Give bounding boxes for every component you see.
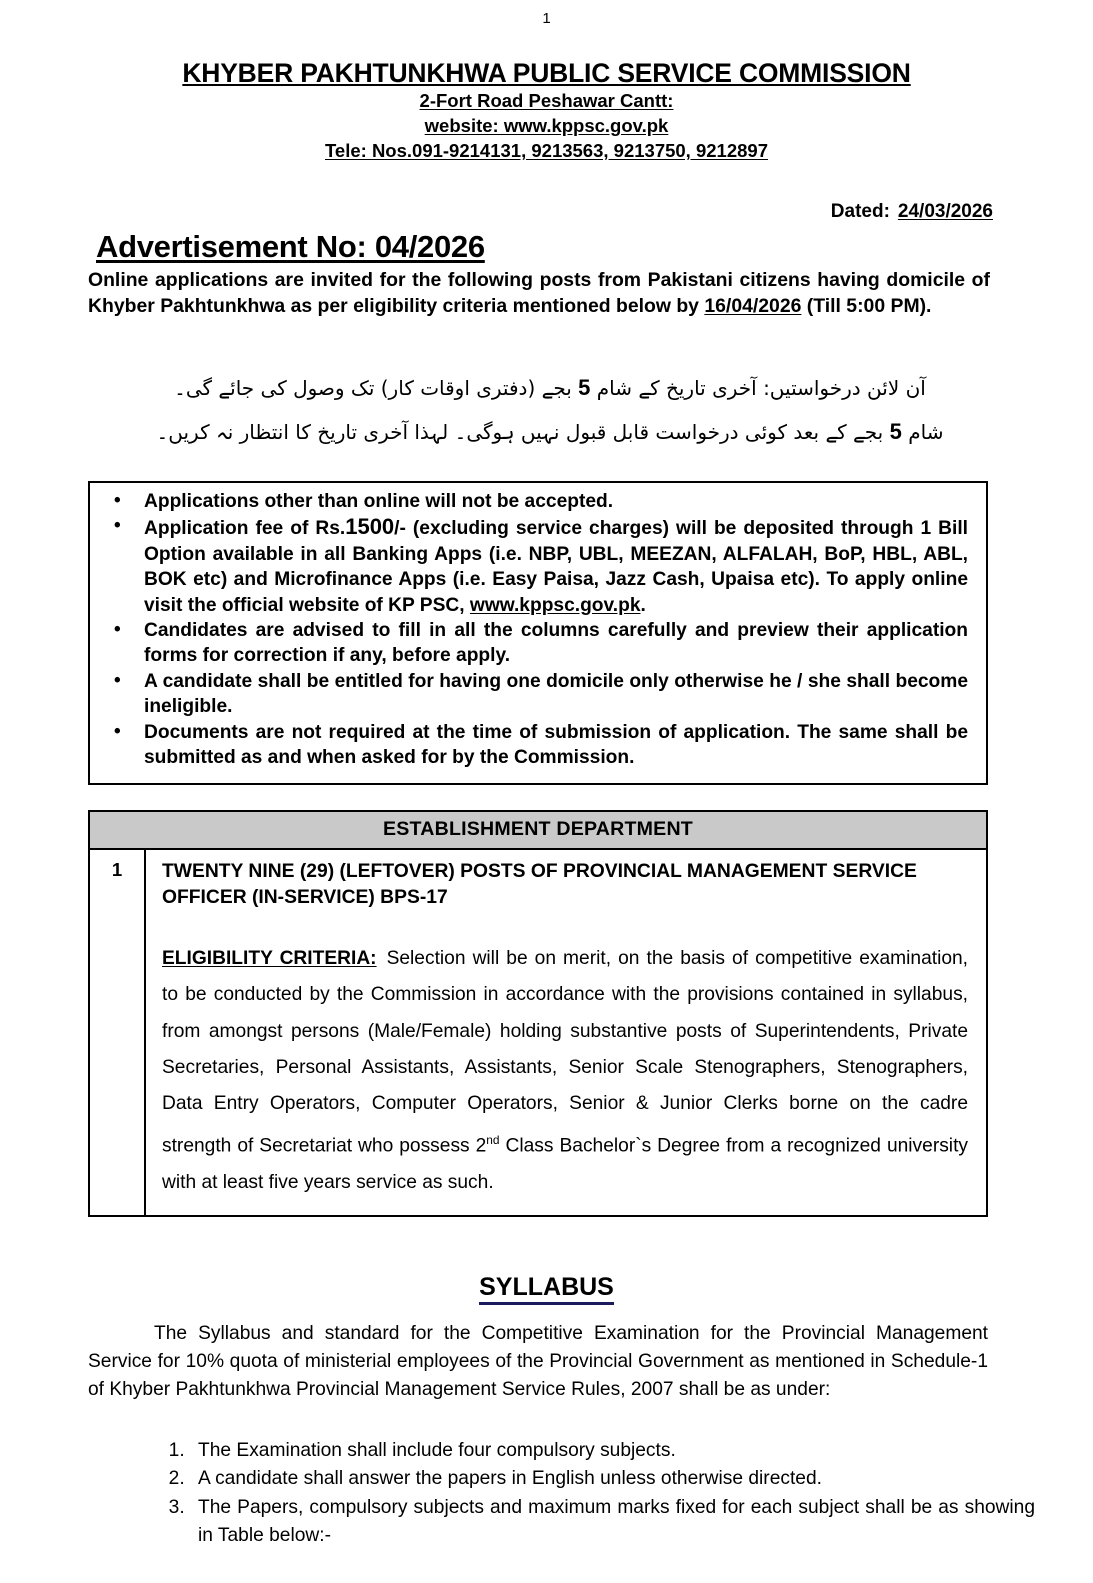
application-deadline-date: 16/04/2026	[704, 294, 802, 317]
department-header-cell: ESTABLISHMENT DEPARTMENT	[89, 811, 987, 849]
urdu-line2-part-b: بجے کے بعد کوئی درخواست قابل قبول نہیں ہوگی۔ لہذا آخری تاریخ کا انتظار نہ کریں۔	[156, 420, 890, 444]
organization-address: 2-Fort Road Peshawar Cantt:	[419, 90, 674, 111]
organization-title: KHYBER PAKHTUNKHWA PUBLIC SERVICE COMMISSION	[182, 58, 911, 88]
syllabus-paragraph: The Syllabus and standard for the Competitive Examination for the Provincial Management Service for 10% quota of ministerial employees of the Provincial Government as mentioned in Schedule-1 of Khyber Pakhtunkhwa Provincial Management Service Rules, 2007 shall be as under:	[88, 1323, 988, 1401]
dated-value: 24/03/2026	[897, 201, 993, 222]
organization-telephones: Tele: Nos.091-9214131, 9213563, 9213750, 9212897	[325, 140, 768, 161]
document-header	[0, 58, 1093, 163]
fee-text-body: /- (excluding service charges) will be deposited through 1 Bill Option available in all Banking Apps (i.e. NBP, UBL, MEEZAN, ALFALAH, BoP, HBL, ABL, BOK etc) and Microfinance Apps (i.e. Easy Paisa, Jazz Cash, Upaisa etc). To apply online visit the official website of KP PSC,	[144, 518, 968, 616]
advertisement-number-title: Advertisement No: 04/2026	[96, 229, 485, 264]
instruction-item-5: • Documents are not required at the time of submission of application. The same shall be submitted as and when asked for by the Commission.	[142, 720, 968, 771]
application-fee-amount: 1500	[345, 514, 395, 540]
intro-text-part1: Online applications are invited for the following posts from Pakistani citizens having domicile of Khyber Pakhtunkhwa as per eligibility criteria mentioned below by	[88, 269, 990, 317]
intro-paragraph	[88, 268, 990, 319]
instruction-item-3: • Candidates are advised to fill in all the columns carefully and preview their application forms for correction if any, before apply.	[142, 618, 968, 669]
urdu-line1-part-b: بجے (دفتری اوقات کار) تک وصول کی جائے گی۔	[174, 376, 579, 400]
dated-label: Dated:	[830, 201, 890, 222]
eligibility-ordinal-suffix: nd	[486, 1133, 500, 1148]
post-serial-number: 1	[89, 849, 145, 1216]
urdu-notice-block	[110, 366, 990, 454]
instructions-box	[88, 481, 988, 785]
eligibility-criteria-paragraph	[162, 941, 968, 1201]
syllabus-point-3: 3. The Papers, compulsory subjects and maximum marks fixed for each subject shall be as showing in Table below:-	[190, 1494, 1035, 1551]
establishment-department-table	[88, 810, 988, 1217]
dated-row	[0, 200, 1093, 224]
instruction-item-2	[142, 514, 968, 618]
syllabus-heading	[0, 1272, 1093, 1302]
urdu-line1-time: 5	[578, 375, 591, 400]
urdu-line2-time: 5	[889, 419, 902, 444]
syllabus-heading-text: SYLLABUS	[479, 1273, 614, 1305]
organization-website: website: www.kppsc.gov.pk	[424, 115, 669, 136]
eligibility-text-part-b: Class Bachelor`s Degree from a recognized university with at least five years service as such.	[162, 1135, 968, 1194]
instructions-list	[90, 483, 986, 770]
instruction-item-4: • A candidate shall be entitled for having one domicile only otherwise he / she shall become ineligible.	[142, 669, 968, 720]
syllabus-points-list	[152, 1437, 1035, 1551]
eligibility-text-part-a: Selection will be on merit, on the basis of competitive examination, to be conducted by the Commission in accordance with the provisions contained in syllabus, from amongst persons (Male/Female) holding substantive posts of Superintendents, Private Secretaries, Personal Assistants, Assistants, Senior Scale Stenographers, Stenographers, Data Entry Operators, Computer Operators, Senior & Junior Clerks borne on the cadre strength of Secretariat who possess 2	[162, 948, 969, 1157]
urdu-line1-part-a: آن لائن درخواستیں: آخری تاریخ کے شام	[590, 376, 926, 400]
eligibility-criteria-label: ELIGIBILITY CRITERIA:	[162, 948, 377, 969]
fee-text-suffix: .	[640, 594, 646, 616]
syllabus-point-2: 2. A candidate shall answer the papers in English unless otherwise directed.	[190, 1465, 1035, 1493]
table-row	[89, 849, 987, 1216]
fee-text-prefix: Application fee of Rs.	[144, 518, 346, 540]
kppsc-website-link[interactable]: www.kppsc.gov.pk	[469, 594, 641, 616]
urdu-notice-line-2	[110, 410, 990, 454]
instruction-item-1: • Applications other than online will not be accepted.	[142, 489, 968, 514]
urdu-notice-line-1	[110, 366, 990, 410]
page-number: 1	[542, 10, 551, 27]
table-header-row	[89, 811, 987, 849]
urdu-line2-part-a: شام	[901, 420, 944, 444]
post-details-cell	[145, 849, 987, 1216]
post-title: TWENTY NINE (29) (LEFTOVER) POSTS OF PROVINCIAL MANAGEMENT SERVICE OFFICER (IN-SERVICE) BPS-17	[162, 861, 917, 908]
intro-text-part2: (Till 5:00 PM).	[801, 294, 932, 317]
syllabus-point-1: 1. The Examination shall include four compulsory subjects.	[190, 1437, 1035, 1465]
